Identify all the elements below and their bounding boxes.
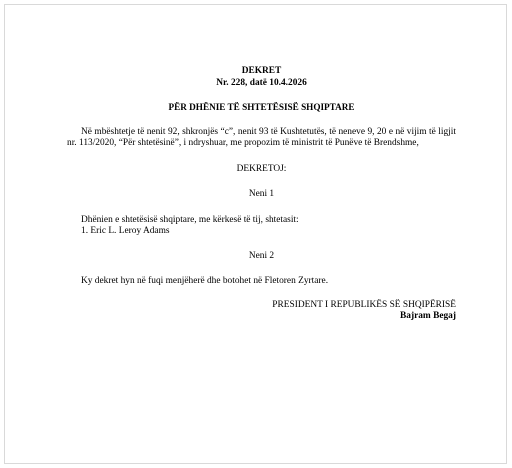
signature-name: Bajram Begaj [400,311,456,321]
article-1-text: Dhënien e shtetësisë shqiptare, me kërkesë të tij, shtetasit: [81,214,299,225]
article-1-body [67,215,456,238]
preamble-paragraph: Në mbështetje të nenit 92, shkronjës “c”, nenit 93 të Kushtetutës, të neneve 9, 20 e në vijim të ligjit nr. 113/2020, “Për shtetësinë”, i ndryshuar, me propozim të ministrit të Punëve të Brendshme, [67,126,456,148]
document-heading: PËR DHËNIE TË SHTETËSISË SHQIPTARE [168,102,355,112]
document-number-date: Nr. 228, datë 10.4.2026 [216,77,307,88]
decree-body [67,66,456,323]
document-page [4,4,507,464]
article-2-text: Ky dekret hyn në fuqi menjëherë dhe botohet në Fletoren Zyrtare. [81,276,329,286]
document-title: DEKRET [241,66,282,76]
decree-word: DEKRETOJ: [236,163,287,174]
article-2-title: Neni 2 [248,250,275,261]
article-1-item: 1. Eric L. Leroy Adams [81,226,170,236]
signature-title: PRESIDENT I REPUBLIKËS SË SHQIPËRISË [272,299,456,310]
article-1-title: Neni 1 [248,189,275,199]
